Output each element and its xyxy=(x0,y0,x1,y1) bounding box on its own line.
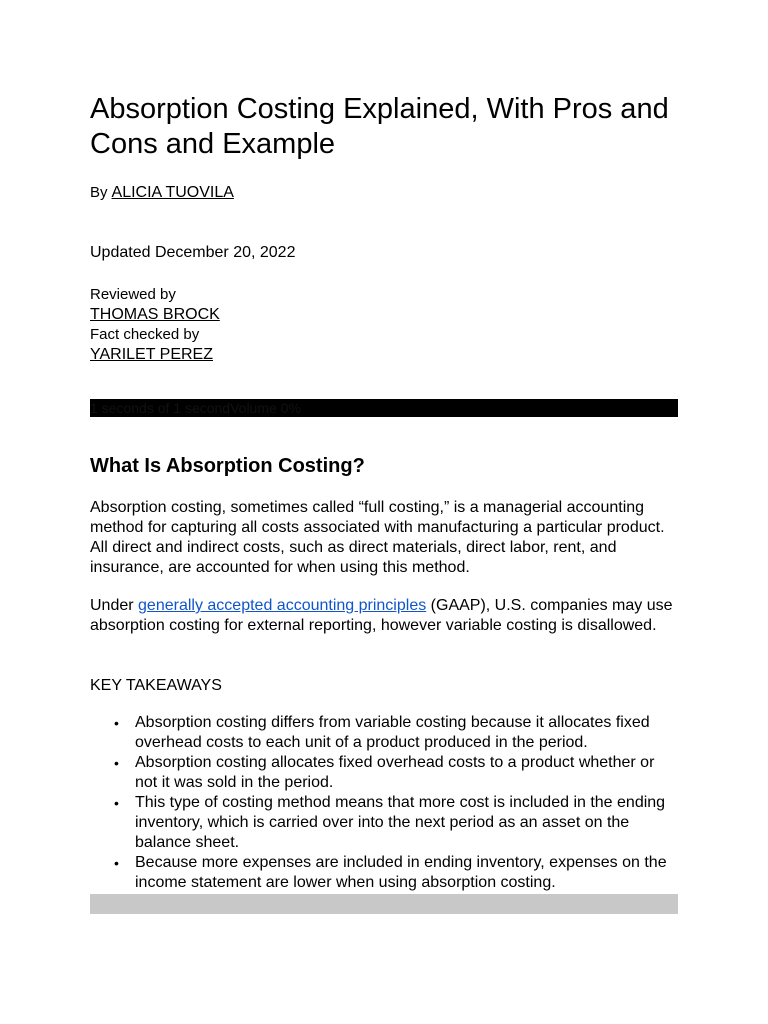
key-takeaways-heading: KEY TAKEAWAYS xyxy=(90,677,222,694)
review-meta xyxy=(90,285,220,365)
video-caption: 1 seconds of 1 secondVolume 0% xyxy=(90,400,301,416)
list-item-text: Absorption costing differs from variable costing because it allocates fixed overhead costs to each unit of a product produced in the period. xyxy=(135,714,650,751)
gaap-text-after: (GAAP), U.S. companies may use absorption costing for external reporting, however variable costing is disallowed. xyxy=(90,597,673,634)
article-title: Absorption Costing Explained, With Pros and Cons and Example xyxy=(90,93,669,160)
fact-checked-by-label: Fact checked by xyxy=(90,326,200,343)
bullet-icon: • xyxy=(114,855,119,871)
list-item-text: This type of costing method means that more cost is included in the ending inventory, which is carried over into the next period as an asset on the balance sheet. xyxy=(135,794,666,851)
gaap-paragraph xyxy=(90,596,678,636)
key-takeaways-list xyxy=(90,713,678,893)
bullet-icon: • xyxy=(114,715,119,731)
byline xyxy=(90,183,234,203)
gaap-link[interactable]: generally accepted accounting principles xyxy=(138,597,427,614)
video-player-bar[interactable] xyxy=(90,399,678,417)
list-item-text: Absorption costing allocates fixed overhead costs to a product whether or not it was sold in the period. xyxy=(135,754,655,791)
author-link[interactable]: ALICIA TUOVILA xyxy=(111,184,234,201)
byline-prefix: By xyxy=(90,184,108,201)
list-item-text: Because more expenses are included in ending inventory, expenses on the income statement are lower when using absorption costing. xyxy=(135,854,667,891)
reviewed-by-label: Reviewed by xyxy=(90,286,176,303)
list-item xyxy=(90,753,678,793)
content-divider-bar xyxy=(90,894,678,914)
list-item xyxy=(90,793,678,853)
reviewer-link[interactable]: THOMAS BROCK xyxy=(90,306,220,323)
list-item xyxy=(90,713,678,753)
list-item xyxy=(90,853,678,893)
gaap-text-before: Under xyxy=(90,597,139,614)
bullet-icon: • xyxy=(114,755,119,771)
updated-date: Updated December 20, 2022 xyxy=(90,244,296,261)
section-heading: What Is Absorption Costing? xyxy=(90,455,365,477)
bullet-icon: • xyxy=(114,795,119,811)
intro-paragraph: Absorption costing, sometimes called “full costing,” is a managerial accounting method for capturing all costs associated with manufacturing a particular product. All direct and indirect costs, such as direct materials, direct labor, rent, and insurance, are accounted for when using this method. xyxy=(90,499,665,576)
fact-checker-link[interactable]: YARILET PEREZ xyxy=(90,346,213,363)
